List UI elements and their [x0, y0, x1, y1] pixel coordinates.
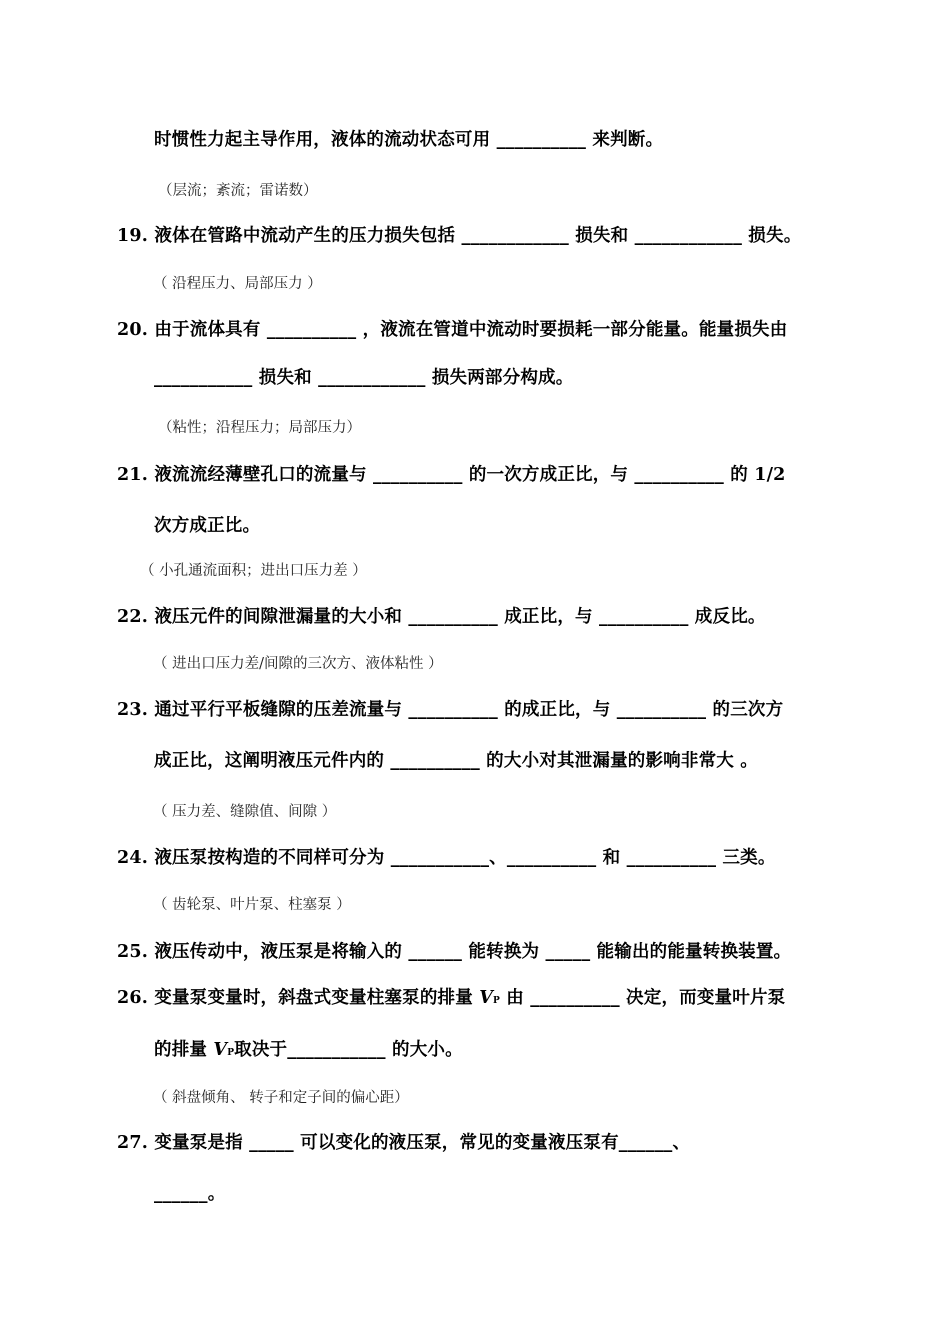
q26-line2-p-subscript: P: [227, 1048, 235, 1058]
q27-line2: ______。: [154, 1184, 226, 1204]
q23-line1: 23. 通过平行平板缝隙的压差流量与 __________ 的成正比，与 __________ 的三次方: [117, 700, 784, 720]
q26-line2-v-symbol: V: [213, 1040, 228, 1060]
q23-line2: 成正比，这阐明液压元件内的 __________ 的大小对其泄漏量的影响非常大 。: [154, 751, 758, 771]
q26-line1-part-b: 由 __________ 决定，而变量叶片泵: [499, 988, 786, 1008]
q23-answer: （ 压力差、缝隙值、间隙 ）: [153, 804, 337, 820]
q26-line2-part-b: 取决于___________ 的大小。: [234, 1040, 463, 1060]
q24-answer: （ 齿轮泵、叶片泵、柱塞泵 ）: [153, 897, 351, 913]
q22-answer: （ 进出口压力差/间隙的三次方、液体粘性 ）: [153, 656, 443, 672]
q26-line2: [154, 1036, 463, 1061]
q21-line2: 次方成正比。: [154, 516, 261, 536]
q26-line1-p-subscript: P: [493, 996, 500, 1006]
q20-line2: ___________ 损失和 ____________ 损失两部分构成。: [154, 368, 574, 388]
q27-line1: 27. 变量泵是指 _____ 可以变化的液压泵，常见的变量液压泵有______、: [117, 1133, 691, 1153]
q22-text: 22. 液压元件的间隙泄漏量的大小和 __________ 成正比，与 __________ 成反比。: [117, 607, 766, 627]
q20-line1: 20. 由于流体具有 __________ ，液流在管道中流动时要损耗一部分能量。能量损失由: [117, 320, 788, 340]
q26-line1: [117, 984, 785, 1009]
q21-answer: （ 小孔通流面积；进出口压力差 ）: [140, 563, 367, 579]
q24-text: 24. 液压泵按构造的不同样可分为 ___________、__________ 和 __________ 三类。: [117, 848, 776, 868]
q26-line1-part-a: 26. 变量泵变量时，斜盘式变量柱塞泵的排量: [117, 988, 480, 1008]
q26-line1-v-symbol: V: [479, 988, 494, 1008]
q18-answer: （层流；紊流；雷诺数）: [158, 183, 318, 199]
q26-answer: （ 斜盘倾角、 转子和定子间的偏心距）: [153, 1090, 409, 1106]
q19-text: 19. 液体在管路中流动产生的压力损失包括 ____________ 损失和 ____________ 损失。: [117, 226, 802, 246]
q18-continuation: 时惯性力起主导作用，液体的流动状态可用 __________ 来判断。: [154, 130, 664, 150]
q20-answer: （粘性；沿程压力；局部压力）: [158, 420, 361, 436]
q21-line1: 21. 液流流经薄壁孔口的流量与 __________ 的一次方成正比，与 __________ 的 1/2: [117, 465, 786, 485]
q19-answer: （ 沿程压力、局部压力 ）: [153, 276, 322, 292]
q26-line2-part-a: 的排量: [154, 1040, 214, 1060]
q25-text: 25. 液压传动中，液压泵是将输入的 ______ 能转换为 _____ 能输出的能量转换装置。: [117, 942, 792, 962]
